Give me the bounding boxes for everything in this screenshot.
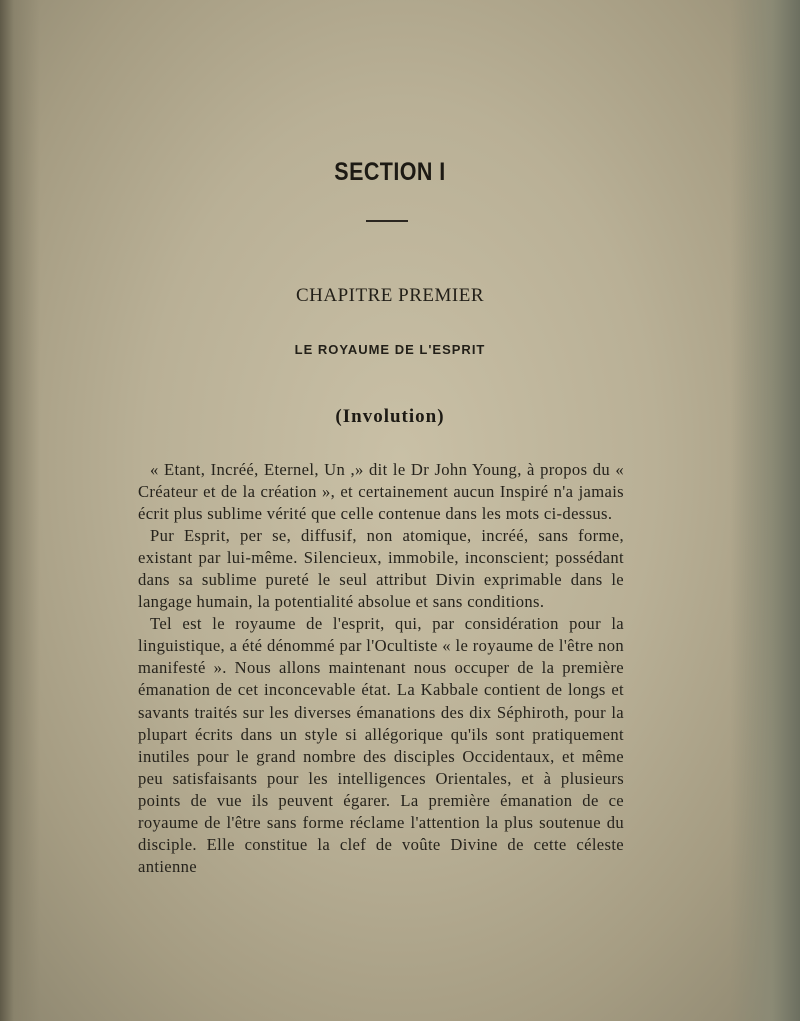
chapter-title: CHAPITRE PREMIER [296, 285, 484, 306]
paragraph: Pur Esprit, per se, diffusif, non atomique, incréé, sans forme, existant par lui-même. Silencieux, immobile, inconscient; possédant dans sa sublime pureté le seul attribut Divin exprimable dans le langage humain, la potentialité absolue et sans conditions. [138, 526, 624, 612]
involution-heading: (Involution) [335, 406, 445, 427]
paragraph: Tel est le royaume de l'esprit, qui, par considération pour la linguistique, a été dénommé par l'Ocultiste « le royaume de l'être non manifesté ». Nous allons maintenant nous occuper de la première émanation de cet inconcevable état. La Kabbale contient de longs et savants traités sur les diverses émanations des dix Séphiroth, pour la plupart écrits dans un style si allégorique qu'ils sont pratiquement inutiles pour le grand nombre des disciples Occidentaux, et même peu satisfaisants pour les intelligences Orientales, et à plusieurs points de vue ils peuvent égarer. La première émanation de ce royaume de l'être sans forme réclame l'attention la plus soutenue du disciple. Elle constitue la clef de voûte Divine de cette céleste antienne [138, 614, 624, 876]
body-text [138, 459, 624, 878]
title-rule [366, 220, 408, 222]
section-title: SECTION I [334, 158, 446, 186]
chapter-subtitle: LE ROYAUME DE L'ESPRIT [294, 342, 486, 357]
paragraph: « Etant, Incréé, Eternel, Un ,» dit le Dr John Young, à propos du « Créateur et de la création », et certainement aucun Inspiré n'a jamais écrit plus sublime vérité que celle contenue dans les mots ci-dessus. [138, 460, 624, 524]
